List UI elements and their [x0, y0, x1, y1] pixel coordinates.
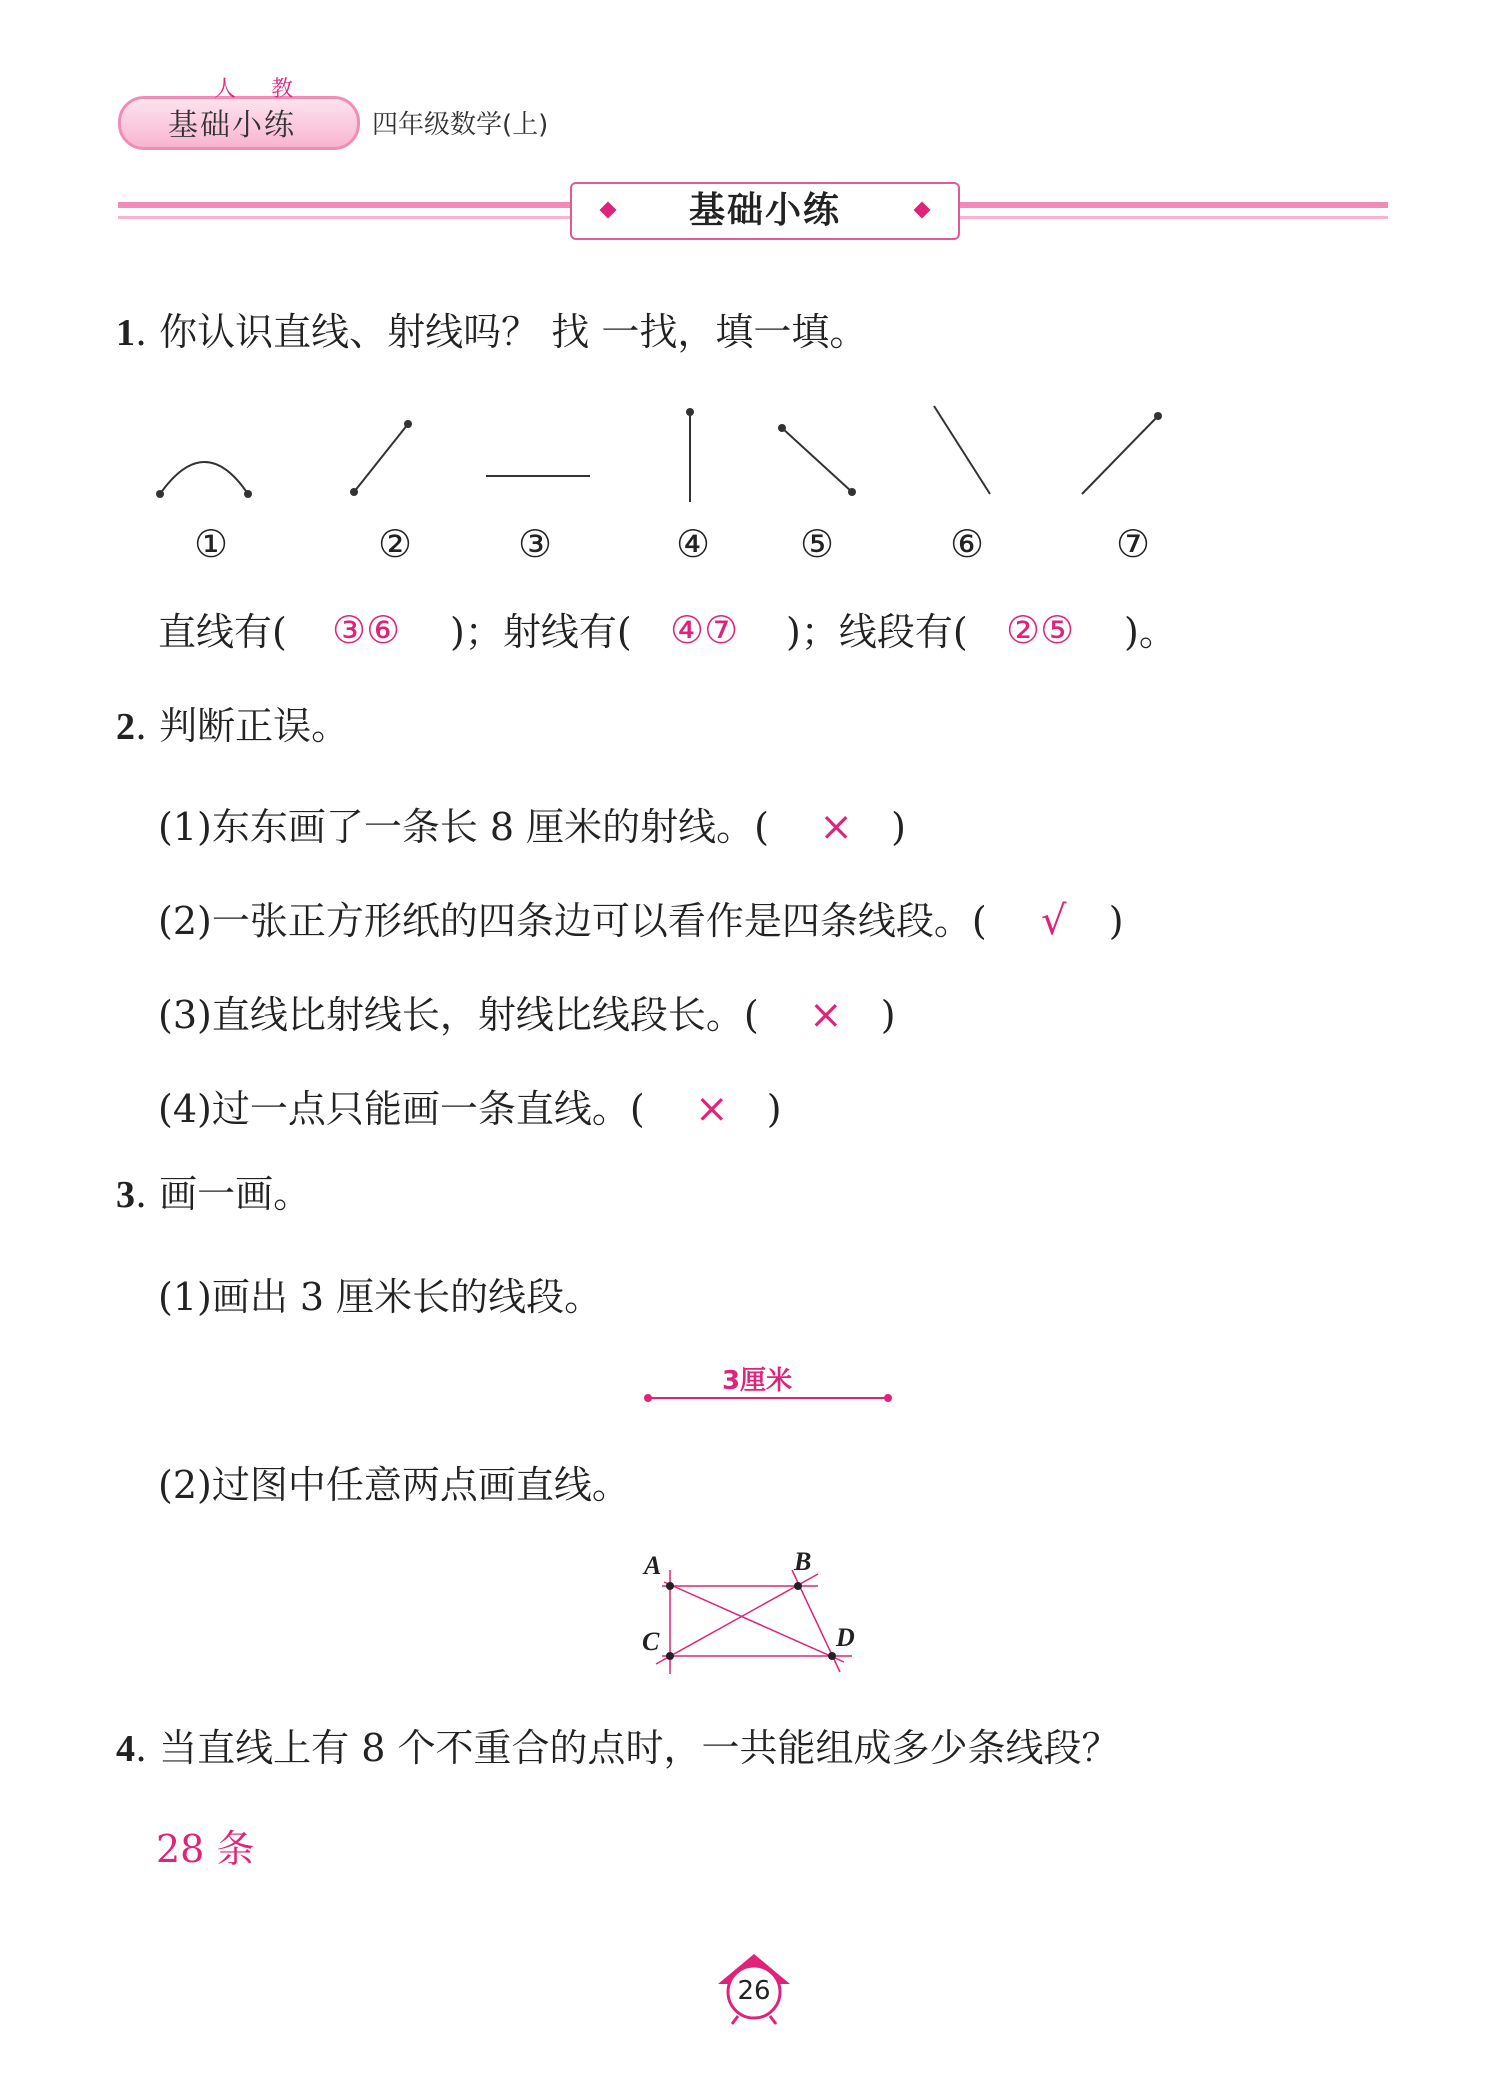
- q3-sub1: (1)画出 3 厘米长的线段。: [158, 1275, 603, 1319]
- q2-item-4-text: (4)过一点只能画一条直线。(: [158, 1087, 645, 1131]
- q2-item-3-text: (3)直线比射线长，射线比线段长。(: [158, 993, 759, 1037]
- q1-end: )。: [1124, 610, 1177, 654]
- q2-item-1-text: (1)东东画了一条长 8 厘米的射线。(: [158, 805, 769, 849]
- figure-label-7: ⑦: [1116, 522, 1151, 566]
- q2-item-3-close: ): [880, 993, 896, 1037]
- q3-number: 3: [116, 1174, 135, 1216]
- point-a-label: A: [644, 1551, 662, 1580]
- q4-prompt: [116, 1726, 1120, 1771]
- figure-label-1: ①: [194, 522, 229, 566]
- diamond-left-icon: [600, 202, 617, 219]
- point-b-label: B: [794, 1547, 812, 1576]
- figure-label-2: ②: [378, 522, 413, 566]
- q1-prompt: [116, 310, 867, 355]
- publisher-label: 人 教: [214, 77, 307, 102]
- figure-5-segment: [782, 428, 852, 492]
- grade-label: 四年级数学(上): [372, 110, 549, 140]
- q3-sub2: (2)过图中任意两点画直线。: [158, 1463, 630, 1507]
- q2-item-1: [158, 796, 906, 851]
- page-number: 26: [737, 1976, 771, 2006]
- q1-text: . 你认识直线、射线吗？ 找 一找，填一填。: [135, 310, 868, 354]
- figure-1-curve: [160, 462, 248, 494]
- q2-item-3: [158, 984, 896, 1039]
- section-title-box: [570, 182, 960, 240]
- q1-ray-answer: ④⑦: [670, 608, 739, 652]
- figure-label-5: ⑤: [800, 522, 835, 566]
- q2-item-2: [158, 890, 1124, 945]
- q1-figures: [0, 390, 1506, 530]
- q2-item-4-close: ): [766, 1087, 782, 1131]
- point-c-label: C: [642, 1627, 660, 1656]
- figure-6-line: [934, 406, 990, 494]
- q2-item-2-text: (2)一张正方形纸的四条边可以看作是四条线段。(: [158, 899, 987, 943]
- figure-label-4: ④: [676, 522, 711, 566]
- q2-number: 2: [116, 706, 135, 748]
- q1-number: 1: [116, 312, 135, 354]
- q1-segment-answer: ②⑤: [1006, 608, 1075, 652]
- q2-item-1-answer: ×: [819, 804, 853, 850]
- drawn-segment: [640, 1388, 900, 1408]
- q2-item-2-close: ): [1108, 899, 1124, 943]
- q2-item-2-answer: √: [1041, 898, 1067, 944]
- points-diagram: [640, 1540, 880, 1680]
- figure-label-3: ③: [518, 522, 553, 566]
- q4-number: 4: [116, 1728, 135, 1770]
- q1-line-answer: ③⑥: [332, 608, 401, 652]
- q1-ray-label: )；射线有(: [450, 610, 632, 654]
- q1-segment-label: )；线段有(: [786, 610, 968, 654]
- series-title: 基础小练: [168, 108, 296, 143]
- q4-answer: 28 条: [156, 1827, 255, 1871]
- point-d-label: D: [836, 1623, 855, 1652]
- q2-item-4: [158, 1078, 782, 1133]
- segment-length-label: 3厘米: [722, 1366, 793, 1396]
- q3-prompt: [116, 1172, 311, 1217]
- figure-label-6: ⑥: [950, 522, 985, 566]
- q3-text: . 画一画。: [135, 1172, 312, 1216]
- figure-7-ray: [1082, 416, 1158, 494]
- q2-item-3-answer: ×: [808, 992, 843, 1038]
- q4-text: . 当直线上有 8 个不重合的点时，一共能组成多少条线段？: [135, 1726, 1120, 1770]
- section-title: 基础小练: [688, 190, 841, 231]
- figure-2-segment: [354, 424, 408, 492]
- diamond-right-icon: [914, 202, 931, 219]
- q1-line-label: 直线有(: [158, 610, 287, 654]
- q2-prompt: [116, 704, 349, 749]
- q2-item-4-answer: ×: [694, 1086, 729, 1132]
- q2-text: . 判断正误。: [135, 704, 350, 748]
- q2-item-1-close: ): [891, 805, 906, 849]
